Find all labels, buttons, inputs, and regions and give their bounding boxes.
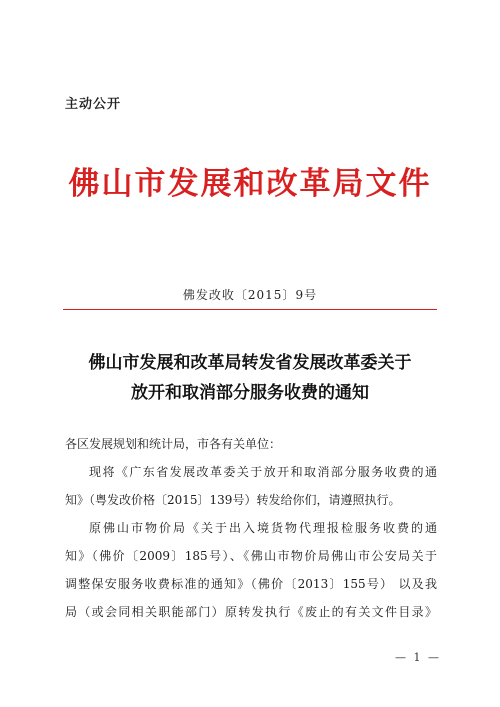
paragraph-line: 调整保安服务收费标准的通知》（佛价〔2013〕155号） 以及我: [65, 577, 437, 591]
document-title-line: 放开和取消部分服务收费的通知: [131, 383, 369, 403]
paragraph-line: 现将《广东省发展改革委关于放开和取消部分服务收费的通: [89, 465, 437, 479]
paragraph-line: 原佛山市物价局《关于出入境货物代理报检服务收费的通: [89, 521, 437, 535]
page-number: — 1 —: [395, 651, 441, 664]
document-body: [65, 430, 437, 626]
document-masthead: 佛山市发展和改革局文件: [68, 166, 432, 202]
document-title: [0, 348, 500, 408]
salutation: 各区发展规划和统计局，市各有关单位：: [65, 437, 282, 451]
paragraph-line: 知》（佛价〔2009〕185号）、《佛山市物价局佛山市公安局关于: [65, 549, 437, 563]
document-number: 佛发改收〔2015〕9号: [182, 288, 318, 302]
paragraph-line: 局（或会同相关职能部门）原转发执行《废止的有关文件目录》: [65, 605, 437, 619]
masthead-divider: [63, 309, 437, 310]
disclosure-label: 主动公开: [65, 97, 122, 112]
document-title-line: 佛山市发展和改革局转发省发展改革委关于: [88, 353, 412, 373]
paragraph-line: 知》（粤发改价格〔2015〕139号）转发给你们，请遵照执行。: [65, 493, 401, 507]
